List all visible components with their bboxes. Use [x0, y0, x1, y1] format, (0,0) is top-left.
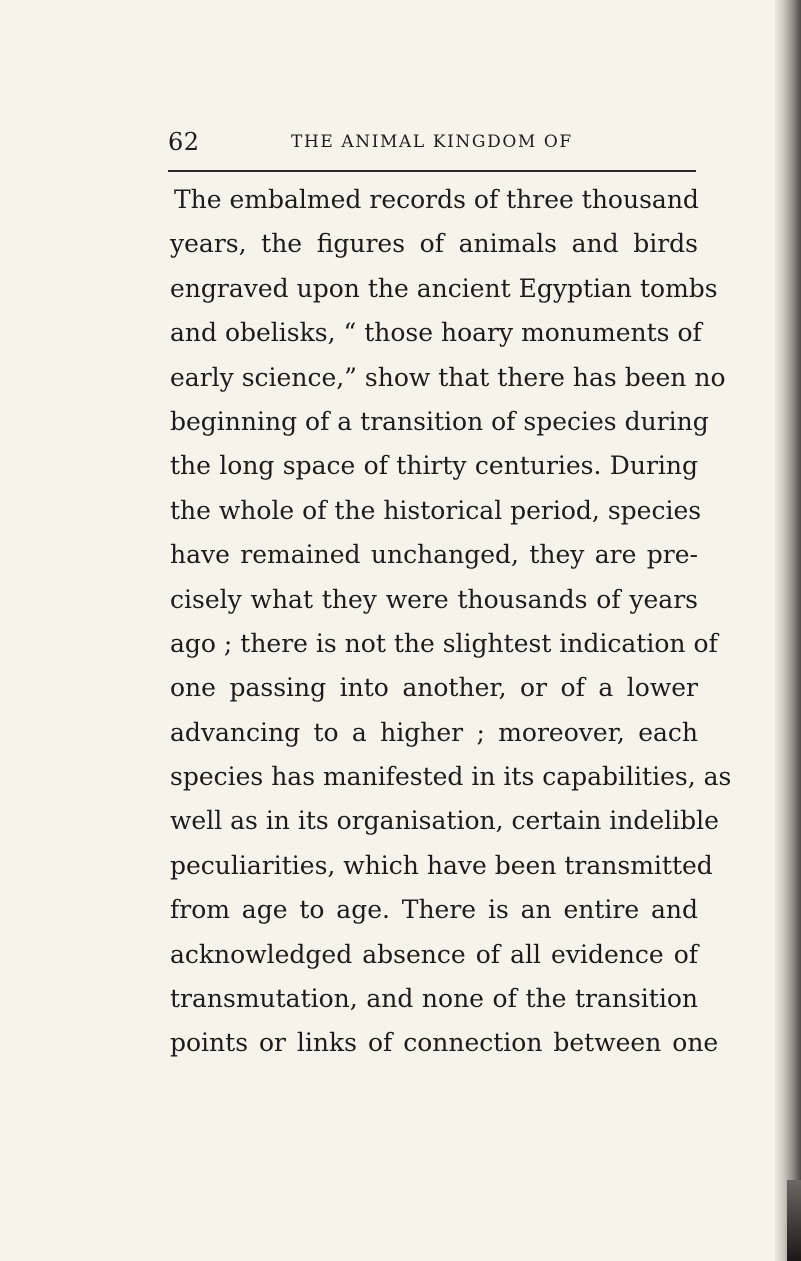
text-line: acknowledged absence of all evidence of — [170, 939, 698, 969]
text-line: points or links of connection between one — [170, 1028, 719, 1058]
text-line: the whole of the historical period, species — [170, 495, 702, 525]
page-number: 62 — [168, 128, 200, 156]
text-line: species has manifested in its capabilities, as — [170, 762, 732, 792]
text-line: from age to age. There is an entire and — [170, 895, 698, 925]
text-line: well as in its organisation, certain indelible — [170, 806, 719, 836]
body-paragraph — [170, 178, 732, 1066]
page-edge-shadow — [775, 0, 801, 1261]
text-line: cisely what they were thousands of years — [170, 584, 698, 614]
text-line: beginning of a transition of species during — [170, 406, 709, 436]
text-line: and obelisks, “ those hoary monuments of — [170, 318, 702, 348]
text-line: early science,” show that there has been no — [170, 362, 726, 392]
text-line: peculiarities, which have been transmitted — [170, 850, 713, 880]
page-header — [168, 128, 698, 162]
running-title: THE ANIMAL KINGDOM OF — [291, 132, 573, 152]
text-line: have remained unchanged, they are pre- — [170, 540, 698, 570]
text-line: one passing into another, or of a lower — [170, 673, 698, 703]
header-rule — [168, 170, 696, 172]
text-line: ago ; there is not the slightest indication of — [170, 628, 718, 658]
page-edge-corner-shadow — [787, 1180, 801, 1261]
text-line: advancing to a higher ; moreover, each — [170, 717, 698, 747]
text-line: The embalmed records of three thousand — [174, 185, 699, 214]
text-line: the long space of thirty centuries. During — [170, 451, 698, 481]
text-line: years, the figures of animals and birds — [170, 229, 698, 259]
text-line: engraved upon the ancient Egyptian tombs — [170, 273, 718, 303]
text-line: transmutation, and none of the transition — [170, 984, 698, 1014]
